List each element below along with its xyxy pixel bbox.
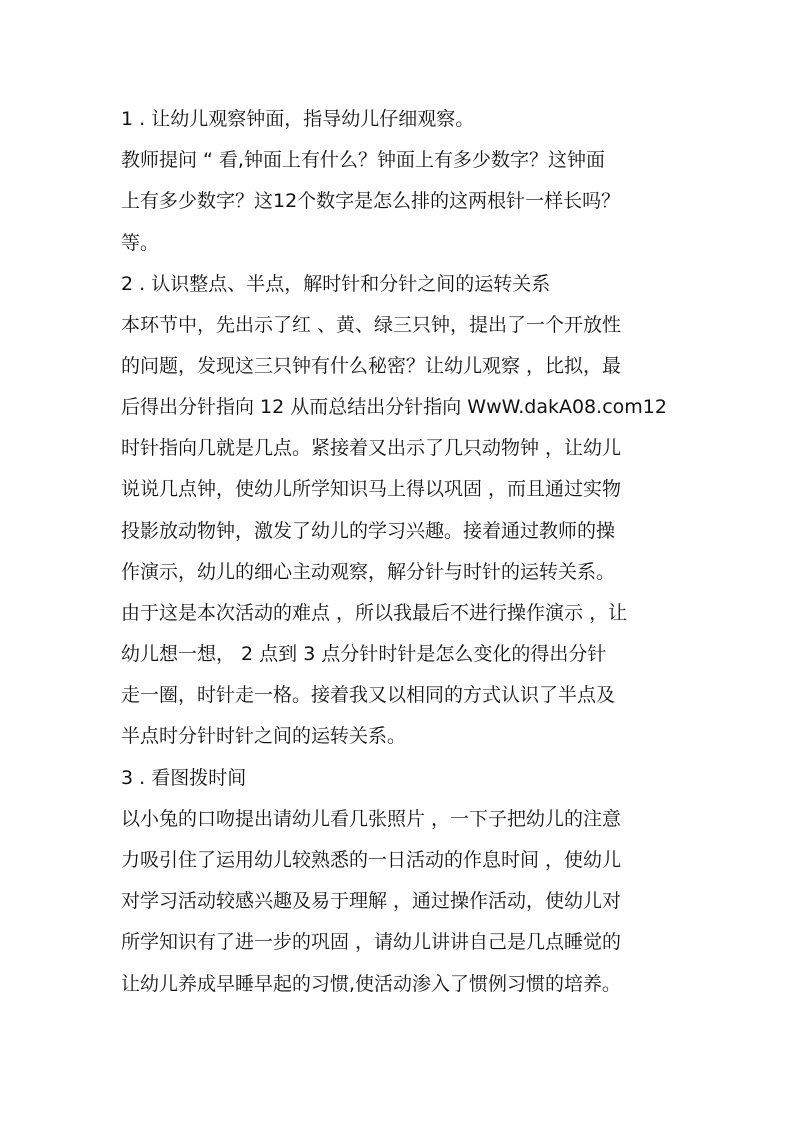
text-line-9: 时针指向几就是几点。紧接着又出示了几只动物钟 ，让幼儿 bbox=[121, 437, 622, 459]
text-line-14: 幼儿想一想， 2 点到 3 点分针时针是怎么变化的得出分针 bbox=[121, 643, 607, 665]
text-line-16: 半点时分针时针之间的运转关系。 bbox=[121, 725, 407, 747]
text-line-17: 3 . 看图拨时间 bbox=[121, 767, 247, 789]
text-line-7: 的问题，发现这三只钟有什么秘密？让幼儿观察 ，比拟，最 bbox=[121, 355, 622, 377]
text-line-1: 1 . 让幼儿观察钟面，指导幼儿仔细观察。 bbox=[121, 108, 475, 130]
text-line-10: 说说几点钟，使幼儿所学知识马上得以巩固 ，而且通过实物 bbox=[121, 478, 622, 500]
text-line-13: 由于这是本次活动的难点 ，所以我最后不进行操作演示 ，让 bbox=[121, 602, 628, 624]
text-line-4: 等。 bbox=[121, 232, 160, 254]
text-line-18: 以小兔的口吻提出请幼儿看几张照片 ，一下子把幼儿的注意 bbox=[121, 808, 622, 830]
text-line-8: 后得出分针指向 12 从而总结出分针指向 WwW.dakA08.com12 bbox=[121, 396, 667, 418]
text-line-11: 投影放动物钟，激发了幼儿的学习兴趣。接着通过教师的操 bbox=[121, 520, 616, 542]
text-line-22: 让幼儿养成早睡早起的习惯,使活动渗入了惯例习惯的培养。 bbox=[121, 973, 622, 995]
text-line-15: 走一圈，时针走一格。接着我又以相同的方式认识了半点及 bbox=[121, 684, 616, 706]
text-line-2: 教师提问 “ 看,钟面上有什么？钟面上有多少数字？这钟面 bbox=[121, 149, 605, 171]
text-line-19: 力吸引住了运用幼儿较熟悉的一日活动的作息时间 ，使幼儿 bbox=[121, 849, 622, 871]
text-line-20: 对学习活动较感兴趣及易于理解 ，通过操作活动，使幼儿对 bbox=[121, 890, 622, 912]
text-line-6: 本环节中，先出示了红 、黄、绿三只钟，提出了一个开放性 bbox=[121, 314, 622, 336]
text-line-21: 所学知识有了进一步的巩固 ，请幼儿讲讲自己是几点睡觉的 bbox=[121, 931, 622, 953]
text-line-12: 作演示，幼儿的细心主动观察，解分针与时针的运转关系。 bbox=[121, 561, 616, 583]
text-line-5: 2 . 认识整点、半点，解时针和分针之间的运转关系 bbox=[121, 273, 551, 295]
text-line-3: 上有多少数字？这12个数字是怎么排的这两根针一样长吗？ bbox=[121, 190, 621, 212]
